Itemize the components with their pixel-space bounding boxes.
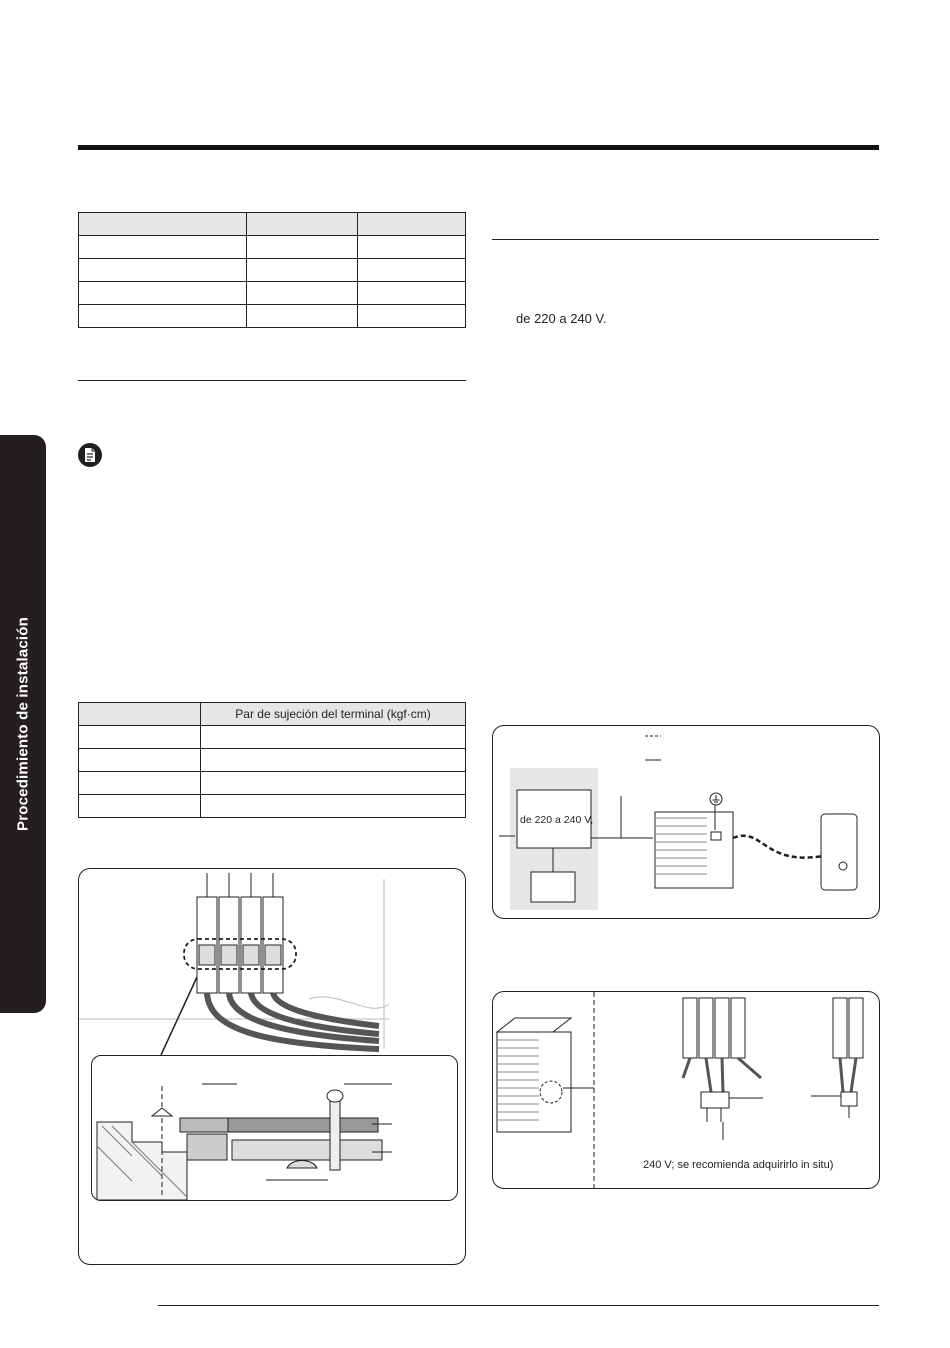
section-rule-right: [492, 239, 879, 240]
section-rule-left: [78, 380, 466, 381]
ground-icon: [709, 792, 723, 806]
table-row: [79, 749, 466, 772]
torque-table-header: Par de sujeción del terminal (kgf·cm): [201, 703, 466, 726]
table-row: [79, 236, 466, 259]
table-row: [79, 282, 466, 305]
wiring-diagram: [492, 725, 880, 919]
table-row: [79, 213, 466, 236]
terminal-illustration: [78, 868, 466, 1265]
terminal-diagram-caption: 240 V; se recomienda adquirirlo in situ): [643, 1159, 834, 1171]
spec-table: [78, 212, 466, 328]
side-tab-label: Procedimiento de instalación: [14, 617, 32, 831]
wiring-box-label: de 220 a 240 V,: [520, 814, 594, 826]
header-rule: [78, 145, 879, 150]
footer-rule: [158, 1305, 879, 1306]
table-row: [79, 305, 466, 328]
table-row: [79, 703, 466, 726]
table-row: [79, 795, 466, 818]
terminal-detail-drawing: [92, 1056, 457, 1200]
table-row: [79, 259, 466, 282]
torque-table: [78, 702, 466, 818]
table-row: [79, 772, 466, 795]
voltage-text: de 220 a 240 V.: [516, 311, 607, 326]
terminal-diagram: [492, 991, 880, 1189]
terminal-detail: [91, 1055, 458, 1201]
table-row: [79, 726, 466, 749]
note-icon: [78, 443, 102, 467]
